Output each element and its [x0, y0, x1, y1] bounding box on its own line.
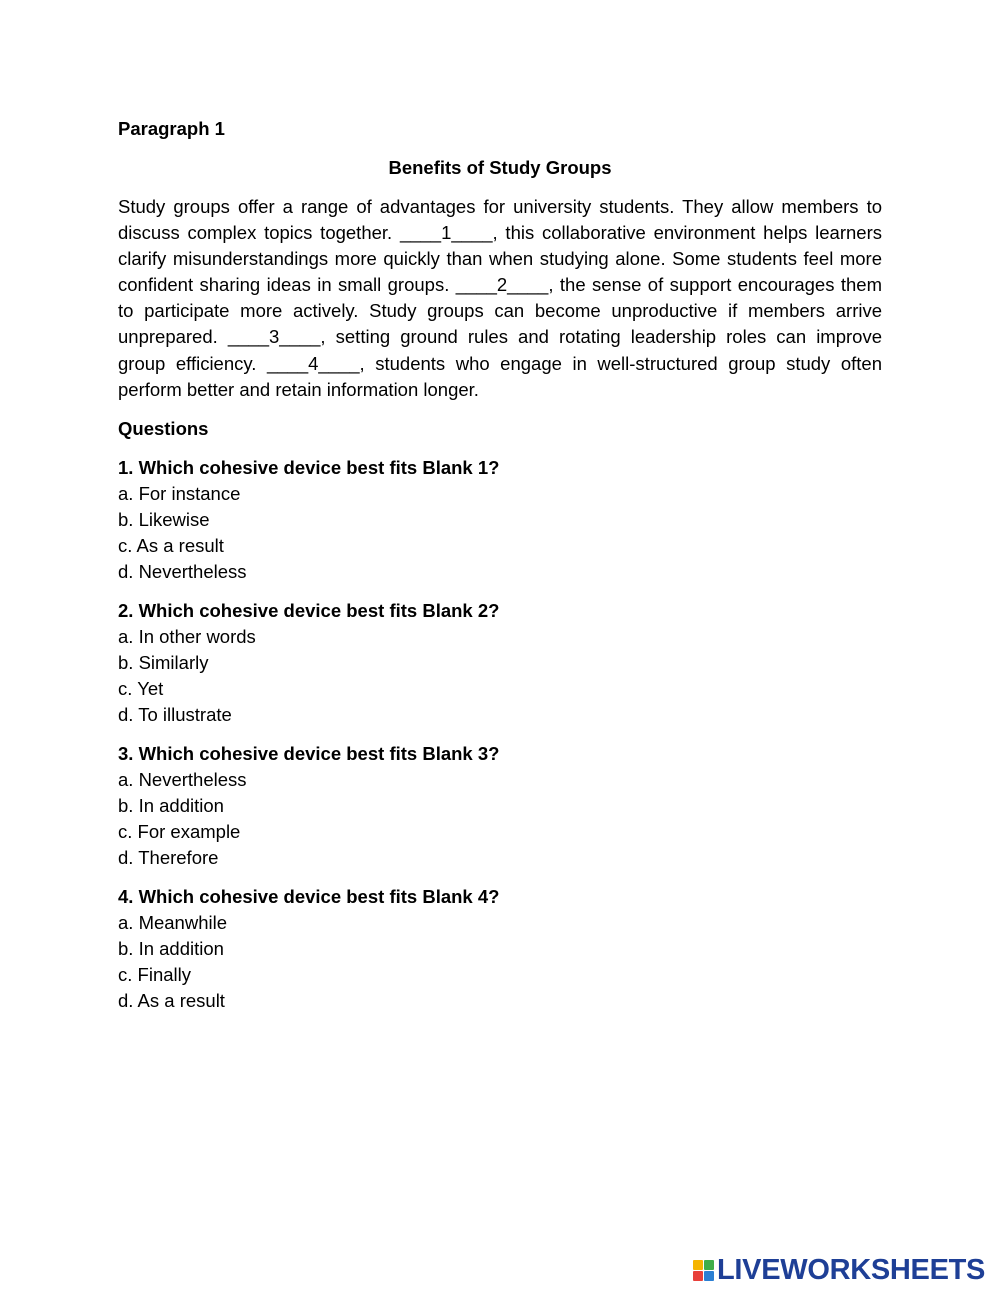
worksheet-page [118, 116, 882, 1027]
option-c[interactable]: c. Yet [118, 677, 164, 699]
option-d[interactable]: d. Nevertheless [118, 560, 247, 582]
logo-block [704, 1260, 714, 1270]
question-3 [118, 741, 882, 871]
logo-block [693, 1271, 703, 1281]
paragraph-label: Paragraph 1 [118, 118, 225, 139]
option-d[interactable]: d. Therefore [118, 846, 219, 868]
option-c[interactable]: c. For example [118, 820, 241, 842]
question-text: 1. Which cohesive device best fits Blank 1? [118, 456, 500, 478]
question-text: 4. Which cohesive device best fits Blank 4? [118, 885, 500, 907]
question-2 [118, 598, 882, 728]
passage-text: Study groups offer a range of advantages for university students. They allow members to discuss complex topics together. ____1____, this collaborative environment helps learners clarify misunderstandings more quickly than when studying alone. Some students feel more confident sharing ideas in small groups. ____2____, the sense of support encourages them to participate more actively. Study groups can become unproductive if members arrive unprepared. ____3____, setting ground rules and rotating leadership roles can improve group efficiency. ____4____, students who engage in well-structured group study often perform better and retain information longer. [118, 196, 882, 400]
option-a[interactable]: a. Nevertheless [118, 768, 247, 790]
question-text: 3. Which cohesive device best fits Blank 3? [118, 742, 500, 764]
question-1 [118, 455, 882, 585]
option-a[interactable]: a. In other words [118, 625, 256, 647]
logo-blocks-icon [693, 1260, 714, 1281]
option-b[interactable]: b. In addition [118, 794, 224, 816]
option-b[interactable]: b. In addition [118, 937, 224, 959]
question-text: 2. Which cohesive device best fits Blank 2? [118, 599, 500, 621]
questions-heading: Questions [118, 417, 209, 439]
logo-block [704, 1271, 714, 1281]
option-a[interactable]: a. Meanwhile [118, 911, 228, 933]
option-a[interactable]: a. For instance [118, 482, 241, 504]
option-c[interactable]: c. As a result [118, 534, 224, 556]
option-d[interactable]: d. To illustrate [118, 703, 232, 725]
option-d[interactable]: d. As a result [118, 989, 225, 1011]
question-4 [118, 884, 882, 1014]
option-b[interactable]: b. Likewise [118, 508, 210, 530]
option-b[interactable]: b. Similarly [118, 651, 209, 673]
logo-block [693, 1260, 703, 1270]
logo-text: LIVEWORKSHEETS [717, 1253, 986, 1286]
liveworksheets-logo [693, 1255, 985, 1285]
passage-title: Benefits of Study Groups [388, 157, 612, 178]
option-c[interactable]: c. Finally [118, 963, 191, 985]
